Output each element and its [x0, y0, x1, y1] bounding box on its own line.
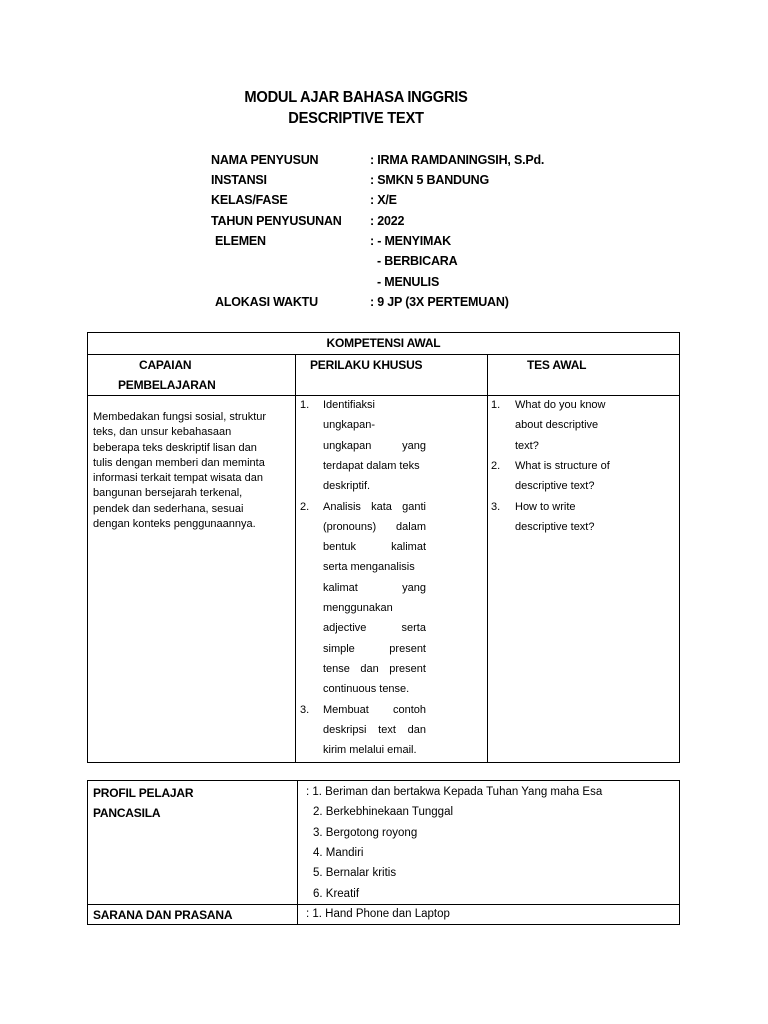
- perilaku-line: ungkapan-: [323, 419, 375, 432]
- perilaku-word: simple: [323, 642, 355, 655]
- perilaku-word: ungkapan: [323, 439, 372, 452]
- document-title-line1: MODUL AJAR BAHASA INGGRIS: [244, 89, 468, 106]
- profil-item: 6. Kreatif: [313, 887, 360, 900]
- profil-label-line1: PROFIL PELAJAR: [93, 786, 194, 800]
- perilaku-word: dalam: [396, 520, 426, 533]
- perilaku-line: [323, 440, 426, 452]
- profil-label-line2: PANCASILA: [93, 806, 161, 820]
- tes-awal-line: What is structure of: [515, 459, 610, 472]
- tes-awal-number: 1.: [491, 399, 501, 411]
- perilaku-line: [323, 582, 426, 594]
- tes-awal-number: 3.: [491, 500, 501, 513]
- tes-awal-line: How to write: [515, 500, 576, 513]
- perilaku-line: [323, 643, 426, 655]
- info-label: TAHUN PENYUSUNAN: [211, 214, 342, 228]
- perilaku-line: [323, 501, 426, 513]
- perilaku-line: [323, 663, 426, 675]
- tes-awal-header: TES AWAL: [527, 358, 587, 372]
- perilaku-word: dan: [407, 723, 426, 736]
- perilaku-word: yang: [402, 439, 426, 452]
- perilaku-line: [323, 704, 426, 716]
- profil-item: 4. Mandiri: [313, 846, 364, 859]
- perilaku-line: [323, 724, 426, 736]
- perilaku-line: kirim melalui email.: [323, 744, 417, 757]
- perilaku-line: continuous tense.: [323, 683, 410, 696]
- info-value: : - MENYIMAK: [370, 234, 451, 248]
- info-label: ELEMEN: [215, 234, 266, 248]
- sarana-value: : 1. Hand Phone dan Laptop: [306, 908, 450, 920]
- perilaku-word: text: [378, 723, 396, 736]
- tes-awal-line: descriptive text?: [515, 520, 595, 533]
- profil-item: 5. Bernalar kritis: [313, 867, 397, 880]
- capaian-text: Membedakan fungsi sosial, struktur teks, dan unsur kebahasaan beberapa teks deskriptif lisan dan tulis dengan memberi dan meminta informasi terkait tempat wisata dan bangunan bersejarah terkenal, pendek dan sederhana, sesuai dengan konteks penggunaannya.: [93, 411, 267, 531]
- info-value: : IRMA RAMDANINGSIH, S.Pd.: [370, 153, 545, 167]
- sarana-label: SARANA DAN PRASANA: [93, 908, 233, 922]
- profil-item: 2. Berkebhinekaan Tunggal: [313, 806, 454, 819]
- perilaku-word: adjective: [323, 622, 367, 635]
- perilaku-word: kalimat: [323, 581, 358, 594]
- info-value: - MENULIS: [377, 275, 440, 289]
- perilaku-line: Identifiaksi: [323, 399, 375, 411]
- perilaku-number: 2.: [300, 500, 310, 513]
- perilaku-word: tense: [323, 662, 350, 675]
- info-value: - BERBICARA: [377, 254, 458, 268]
- capaian-header-line2: PEMBELAJARAN: [118, 378, 216, 392]
- info-value: : X/E: [370, 193, 397, 207]
- perilaku-word: ganti: [402, 500, 426, 513]
- perilaku-number: 3.: [300, 703, 310, 716]
- perilaku-word: contoh: [392, 703, 426, 716]
- perilaku-word: kata: [371, 500, 392, 513]
- tes-awal-line: What do you know: [515, 399, 606, 411]
- document-title-line2: DESCRIPTIVE TEXT: [288, 110, 424, 127]
- perilaku-line: menggunakan: [323, 602, 393, 614]
- perilaku-word: yang: [402, 581, 426, 594]
- tes-awal-number: 2.: [491, 459, 501, 472]
- info-value: : 9 JP (3X PERTEMUAN): [370, 295, 509, 309]
- perilaku-line: [323, 622, 426, 634]
- tes-awal-line: about descriptive: [515, 419, 599, 432]
- info-value: : 2022: [370, 214, 405, 228]
- perilaku-line: [323, 521, 426, 533]
- perilaku-word: dan: [360, 662, 379, 675]
- profil-item: 3. Bergotong royong: [313, 826, 418, 839]
- perilaku-line: deskriptif.: [323, 480, 371, 493]
- capaian-header-line1: CAPAIAN: [139, 358, 192, 372]
- info-label: NAMA PENYUSUN: [211, 153, 319, 167]
- perilaku-line: terdapat dalam teks: [323, 459, 420, 472]
- perilaku-line: [323, 541, 426, 553]
- perilaku-header: PERILAKU KHUSUS: [310, 358, 423, 372]
- kompetensi-header: KOMPETENSI AWAL: [326, 336, 441, 350]
- perilaku-number: 1.: [300, 399, 310, 411]
- perilaku-word: Analisis: [323, 500, 361, 513]
- info-label: ALOKASI WAKTU: [215, 295, 318, 309]
- profil-item: : 1. Beriman dan bertakwa Kepada Tuhan Yang maha Esa: [306, 786, 603, 798]
- perilaku-word: present: [389, 662, 426, 675]
- info-label: KELAS/FASE: [211, 193, 288, 207]
- perilaku-word: bentuk: [323, 541, 357, 554]
- perilaku-word: present: [389, 642, 426, 655]
- info-value: : SMKN 5 BANDUNG: [370, 173, 490, 187]
- perilaku-word: (pronouns): [323, 520, 377, 533]
- perilaku-word: Membuat: [323, 703, 369, 716]
- tes-awal-line: descriptive text?: [515, 480, 595, 493]
- perilaku-word: serta: [401, 622, 426, 635]
- info-label: INSTANSI: [211, 173, 267, 187]
- perilaku-word: deskripsi: [323, 723, 367, 736]
- perilaku-word: kalimat: [391, 541, 426, 554]
- tes-awal-line: text?: [515, 439, 539, 452]
- perilaku-line: serta menganalisis: [323, 561, 415, 574]
